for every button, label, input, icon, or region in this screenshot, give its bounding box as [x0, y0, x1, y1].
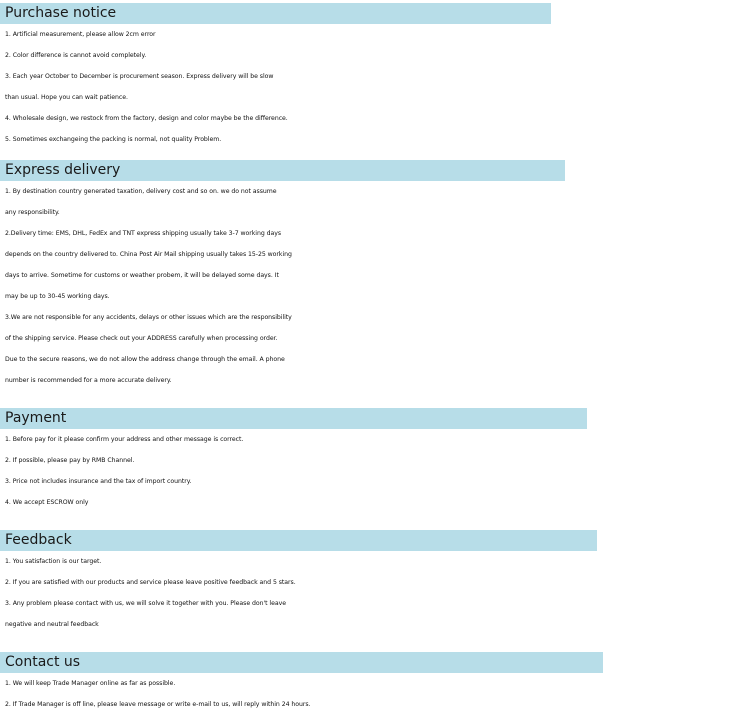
section-title: Express delivery [5, 162, 121, 178]
text-line: 4. Wholesale design, we restock from the factory, design and color maybe be the difference. [5, 115, 288, 122]
text-line: number is recommended for a more accurate delivery. [5, 377, 172, 384]
section-body [0, 551, 744, 635]
section-feedback [0, 530, 744, 635]
section-payment [0, 408, 744, 513]
text-line: 4. We accept ESCROW only [5, 499, 89, 506]
section-header [0, 530, 597, 551]
text-line: 1. Before pay for it please confirm your address and other message is correct. [5, 436, 244, 443]
text-line: 3.We are not responsible for any accidents, delays or other issues which are the responsibility [5, 314, 292, 321]
text-line: 2. If possible, please pay by RMB Channel. [5, 457, 135, 464]
section-header [0, 160, 565, 181]
section-title: Contact us [5, 654, 81, 670]
text-line: 1. We will keep Trade Manager online as far as possible. [5, 680, 176, 687]
section-body [0, 673, 744, 715]
section-title: Feedback [5, 532, 72, 548]
text-line: any responsibility. [5, 209, 60, 216]
section-title: Purchase notice [5, 5, 117, 21]
text-line: 3. Price not includes insurance and the tax of import country. [5, 478, 192, 485]
section-title: Payment [5, 410, 67, 426]
text-line: 3. Any problem please contact with us, we will solve it together with you. Please don't leave [5, 600, 286, 607]
section-header [0, 3, 551, 24]
section-purchase-notice [0, 3, 744, 150]
text-line: days to arrive. Sometime for customs or weather probem, it will be delayed some days. It [5, 272, 279, 279]
section-header [0, 408, 587, 429]
text-line: 2.Delivery time: EMS, DHL, FedEx and TNT express shipping usually take 3-7 working days [5, 230, 282, 237]
section-body [0, 24, 744, 150]
text-line: 3. Each year October to December is procurement season. Express delivery will be slow [5, 73, 274, 80]
text-line: than usual. Hope you can wait patience. [5, 94, 128, 101]
text-line: 5. Sometimes exchangeing the packing is normal, not quality Problem. [5, 136, 222, 143]
text-line: 2. Color difference is cannot avoid completely. [5, 52, 147, 59]
text-line: 1. By destination country generated taxation, delivery cost and so on. we do not assume [5, 188, 277, 195]
text-line: depends on the country delivered to. China Post Air Mail shipping usually takes 15-25 working [5, 251, 292, 258]
section-body [0, 181, 744, 391]
section-body [0, 429, 744, 513]
text-line: may be up to 30-45 working days. [5, 293, 110, 300]
text-line: negative and neutral feedback [5, 621, 99, 628]
text-line: 1. You satisfaction is our target. [5, 558, 102, 565]
section-express-delivery [0, 160, 744, 391]
section-contact-us [0, 652, 744, 715]
text-line: 1. Artificial measurement, please allow 2cm error [5, 31, 156, 38]
text-line: of the shipping service. Please check out your ADDRESS carefully when processing order. [5, 335, 278, 342]
text-line: 2. If Trade Manager is off line, please leave message or write e-mail to us, will reply within 24 hours. [5, 701, 311, 708]
section-header [0, 652, 603, 673]
text-line: 2. If you are satisfied with our products and service please leave positive feedback and 5 stars. [5, 579, 296, 586]
text-line: Due to the secure reasons, we do not allow the address change through the email. A phone [5, 356, 285, 363]
